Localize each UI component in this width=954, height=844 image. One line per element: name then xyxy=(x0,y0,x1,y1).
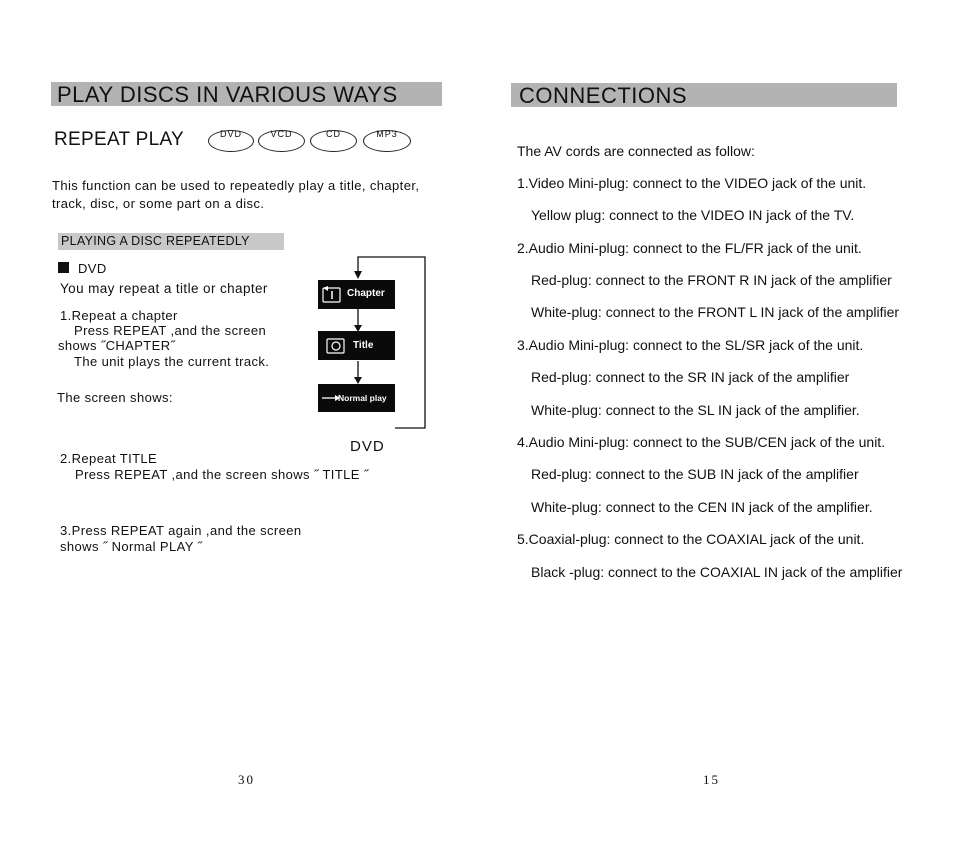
playing-repeatedly-label: PLAYING A DISC REPEATEDLY xyxy=(58,233,284,250)
step1-result: The unit plays the current track. xyxy=(74,354,270,369)
osd-normal-label: Normal play xyxy=(338,393,387,403)
disc-badge-vcd: VCD xyxy=(258,130,305,152)
connections-intro: The AV cords are connected as follow: xyxy=(517,143,755,159)
connection-line: Red-plug: connect to the SUB IN jack of the amplifier xyxy=(531,466,859,482)
page-number-left: 30 xyxy=(238,772,255,787)
disc-badge-dvd: DVD xyxy=(208,130,254,152)
disc-badge-cd: CD xyxy=(310,130,357,152)
connection-line: 3.Audio Mini-plug: connect to the SL/SR jack of the unit. xyxy=(517,337,864,353)
connection-line: Red-plug: connect to the SR IN jack of the amplifier xyxy=(531,369,850,385)
connection-line: White-plug: connect to the FRONT L IN jack of the amplifier xyxy=(531,304,900,320)
step2-title: 2.Repeat TITLE xyxy=(60,451,158,466)
bullet-square-icon xyxy=(58,262,69,273)
connection-line: 4.Audio Mini-plug: connect to the SUB/CEN jack of the unit. xyxy=(517,434,886,450)
connection-line: White-plug: connect to the CEN IN jack of the amplifier. xyxy=(531,499,873,515)
connection-line: White-plug: connect to the SL IN jack of the amplifier. xyxy=(531,402,860,418)
repeat-title-icon xyxy=(326,337,348,355)
section-title: PLAY DISCS IN VARIOUS WAYS xyxy=(57,82,398,107)
connection-line: 5.Coaxial-plug: connect to the COAXIAL jack of the unit. xyxy=(517,531,865,547)
screen-shows-text: The screen shows: xyxy=(57,390,173,405)
connection-line: 2.Audio Mini-plug: connect to the FL/FR jack of the unit. xyxy=(517,240,862,256)
step3-instruction: 3.Press REPEAT again ,and the screen xyxy=(60,523,302,538)
intro-text-line1: This function can be used to repeatedly play a title, chapter, xyxy=(52,178,420,193)
step1-title: 1.Repeat a chapter xyxy=(60,308,178,323)
connection-line: Black -plug: connect to the COAXIAL IN jack of the amplifier xyxy=(531,564,903,580)
osd-title-box xyxy=(318,331,395,360)
osd-chapter-label: Chapter xyxy=(347,288,385,299)
step2-instruction: Press REPEAT ,and the screen shows ˝ TITLE ˝ xyxy=(75,467,369,482)
osd-caption-dvd: DVD xyxy=(350,438,385,455)
step3-shows: shows ˝ Normal PLAY ˝ xyxy=(60,539,203,554)
step1-instruction: Press REPEAT ,and the screen xyxy=(74,323,267,338)
section-header-connections xyxy=(511,83,897,107)
page-number-right: 15 xyxy=(703,772,720,787)
you-may-repeat-text: You may repeat a title or chapter xyxy=(60,281,268,296)
osd-title-label: Title xyxy=(353,340,374,351)
section-title: CONNECTIONS xyxy=(519,83,688,108)
repeat-chapter-icon xyxy=(322,286,342,304)
connection-line: Red-plug: connect to the FRONT R IN jack of the amplifier xyxy=(531,272,892,288)
disc-badge-mp3: MP3 xyxy=(363,130,411,152)
osd-normal-box xyxy=(318,384,395,412)
step1-shows: shows ˝CHAPTER˝ xyxy=(58,338,176,353)
connection-line: 1.Video Mini-plug: connect to the VIDEO jack of the unit. xyxy=(517,175,867,191)
section-header-play-discs xyxy=(51,82,442,106)
osd-chapter-box xyxy=(318,280,395,309)
subsection-title-repeat-play: REPEAT PLAY xyxy=(54,129,185,150)
connection-line: Yellow plug: connect to the VIDEO IN jack of the TV. xyxy=(531,207,855,223)
dvd-heading: DVD xyxy=(78,261,107,276)
intro-text-line2: track, disc, or some part on a disc. xyxy=(52,196,265,211)
